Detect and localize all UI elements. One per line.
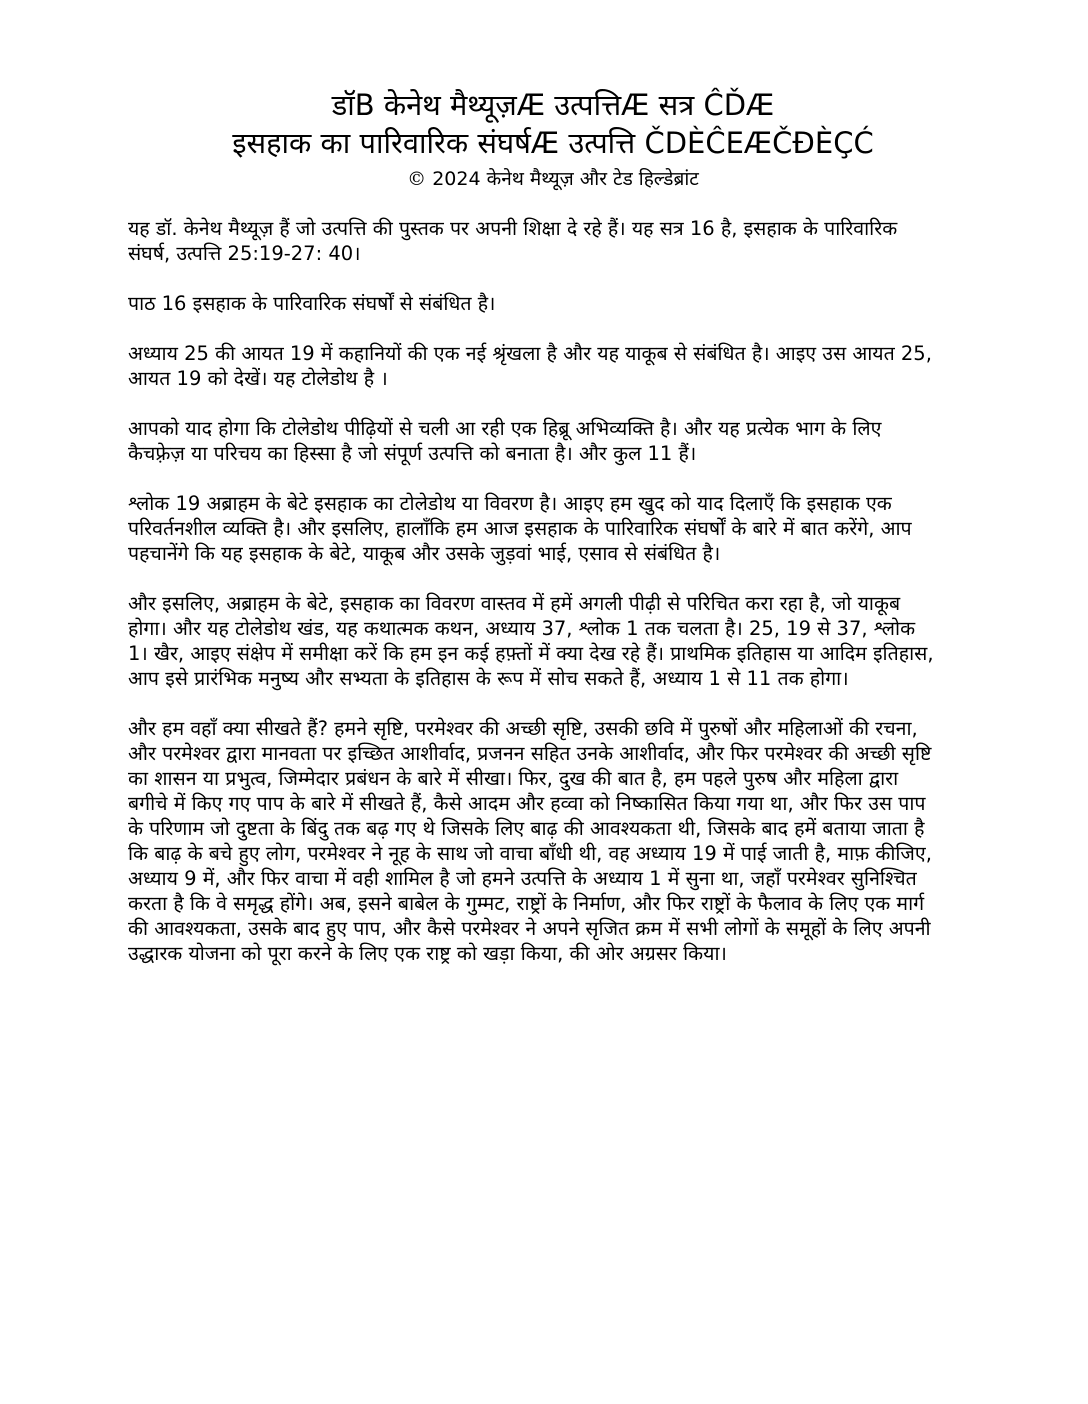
copyright-line: [168, 166, 938, 192]
paragraph-lesson: पाठ 16 इसहाक के पारिवारिक संघर्षों से संबंधित है।: [128, 292, 496, 315]
title-block: [128, 88, 938, 192]
page-subtitle: इसहाक का पारिवारिक संघर्षÆ उत्पत्ति ČDÈĈEÆČĐÈÇĆ: [232, 126, 874, 160]
paragraph-verse-19: श्लोक 19 अब्राहम के बेटे इसहाक का टोलेडोथ या विवरण है। आइए हम खुद को याद दिलाएँ कि इसहाक एक परिवर्तनशील व्यक्ति है। और इसलिए, हालाँकि हम आज इसहाक के पारिवारिक संघर्षों के बारे में बात करेंगे, आप पहचानेंगे कि यह इसहाक के बेटे, याकूब और उसके जुड़वां भाई, एसाव से संबंधित है।: [128, 492, 912, 565]
paragraph-review: और इसलिए, अब्राहम के बेटे, इसहाक का विवरण वास्तव में हमें अगली पीढ़ी से परिचित करा रहा है, जो याकूब होगा। और यह टोलेडोथ खंड, यह कथात्मक कथन, अध्याय 37, श्लोक 1 तक चलता है। 25, 19 से 37, श्लोक 1। खैर, आइए संक्षेप में समीक्षा करें कि हम इन कई हफ़्तों में क्या देख रहे हैं। प्राथमिक इतिहास या आदिम इतिहास, आप इसे प्रारंभिक मनुष्य और सभ्यता के इतिहास के रूप में सोच सकते हैं, अध्याय 1 से 11 तक होगा।: [128, 592, 934, 690]
copyright-symbol: ©: [407, 168, 427, 190]
paragraph-chapter-25: अध्याय 25 की आयत 19 में कहानियों की एक नई श्रृंखला है और यह याकूब से संबंधित है। आइए उस आयत 25, आयत 19 को देखें। यह टोलेडोथ है ।: [128, 342, 932, 390]
page-title: डॉB केनेथ मैथ्यूज़Æ उत्पत्तिÆ सत्र ĈĎÆ: [331, 88, 775, 122]
paragraph-primeval-history: और हम वहाँ क्या सीखते हैं? हमने सृष्टि, परमेश्वर की अच्छी सृष्टि, उसकी छवि में पुरुषों और महिलाओं की रचना, और परमेश्वर द्वारा मानवता पर इच्छित आशीर्वाद, प्रजनन सहित उनके आशीर्वाद, और फिर परमेश्वर की अच्छी सृष्टि का शासन या प्रभुत्व, जिम्मेदार प्रबंधन के बारे में सीखा। फिर, दुख की बात है, हम पहले पुरुष और महिला द्वारा बगीचे में किए गए पाप के बारे में सीखते हैं, कैसे आदम और हव्वा को निष्कासित किया गया था, और फिर उस पाप के परिणाम जो दुष्टता के बिंदु तक बढ़ गए थे जिसके लिए बाढ़ की आवश्यकता थी, जिसके बाद हमें बताया जाता है कि बाढ़ के बचे हुए लोग, परमेश्वर ने नूह के साथ जो वाचा बाँधी थी, वह अध्याय 19 में पाई जाती है, माफ़ कीजिए, अध्याय 9 में, और फिर वाचा में वही शामिल है जो हमने उत्पत्ति के अध्याय 1 में सुना था, जहाँ परमेश्वर सुनिश्चित करता है कि वे समृद्ध होंगे। अब, इसने बाबेल के गुम्मट, राष्ट्रों के निर्माण, और फिर राष्ट्रों के फैलाव के लिए एक मार्ग की आवश्यकता, उसके बाद हुए पाप, और कैसे परमेश्वर ने अपने सृजित क्रम में सभी लोगों के समूहों के लिए अपनी उद्धारक योजना को पूरा करने के लिए एक राष्ट्र को खड़ा किया, की ओर अग्रसर किया।: [128, 717, 932, 965]
copyright-text: 2024 केनेथ मैथ्यूज़ और टेड हिल्डेब्रांट: [432, 168, 699, 190]
paragraph-toledoth: आपको याद होगा कि टोलेडोथ पीढ़ियों से चली आ रही एक हिब्रू अभिव्यक्ति है। और यह प्रत्येक भाग के लिए कैचफ़्रेज़ या परिचय का हिस्सा है जो संपूर्ण उत्पत्ति को बनाता है। और कुल 11 हैं।: [128, 417, 882, 465]
body-text: [128, 216, 938, 966]
paragraph-intro: यह डॉ. केनेथ मैथ्यूज़ हैं जो उत्पत्ति की पुस्तक पर अपनी शिक्षा दे रहे हैं। यह सत्र 16 है, इसहाक के पारिवारिक संघर्ष, उत्पत्ति 25:19-27: 40।: [128, 217, 898, 265]
